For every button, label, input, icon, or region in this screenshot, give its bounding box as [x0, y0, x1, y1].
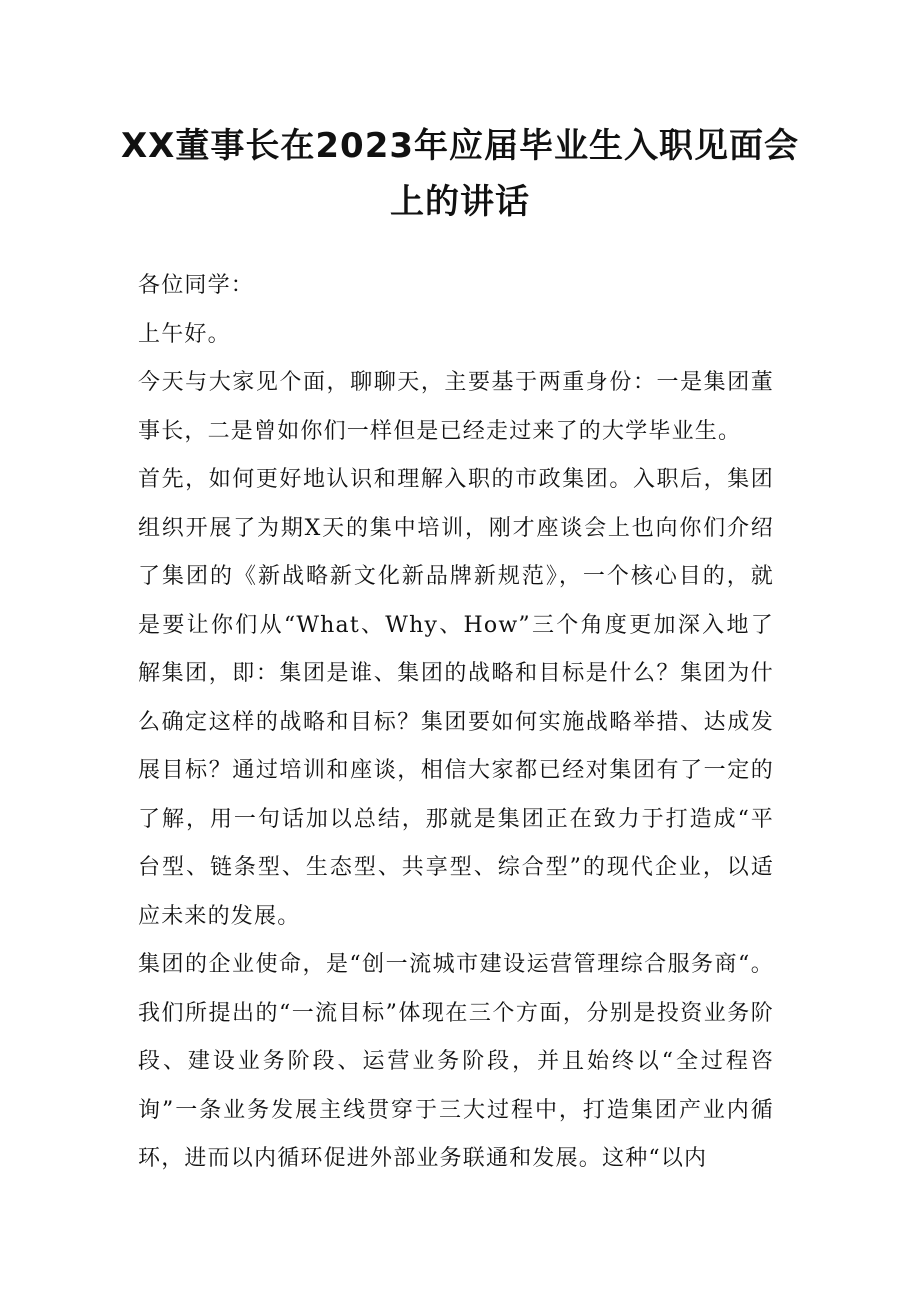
greeting: 上午好。	[138, 321, 231, 347]
document-body	[138, 262, 774, 1184]
paragraph: 今天与大家见个面，聊聊天，主要基于两重身份：一是集团董事长，二是曾如你们一样但是已经走过来了的大学毕业生。	[138, 370, 774, 444]
salutation: 各位同学：	[138, 273, 255, 298]
paragraph: 首先，如何更好地认识和理解入职的市政集团。入职后，集团组织开展了为期X天的集中培训，刚才座谈会上也向你们介绍了集团的《新战略新文化新品牌新规范》，一个核心目的，就是要让你们从“What、Why、How”三个角度更加深入地了解集团，即：集团是谁、集团的战略和目标是什么？集团为什么确定这样的战略和目标？集团要如何实施战略举措、达成发展目标？通过培训和座谈，相信大家都已经对集团有了一定的了解，用一句话加以总结，那就是集团正在致力于打造成“平台型、链条型、生态型、共享型、综合型”的现代企业，以适应未来的发展。	[138, 467, 774, 929]
paragraph: 集团的企业使命，是“创一流城市建设运营管理综合服务商“。我们所提出的“一流目标”体现在三个方面，分别是投资业务阶段、建设业务阶段、运营业务阶段，并且始终以“全过程咨询”一条业务发展主线贯穿于三大过程中，打造集团产业内循环，进而以内循环促进外部业务联通和发展。这种“以内	[138, 952, 774, 1171]
document-title: XX董事长在2023年应届毕业生入职见面会上的讲话	[120, 126, 800, 222]
